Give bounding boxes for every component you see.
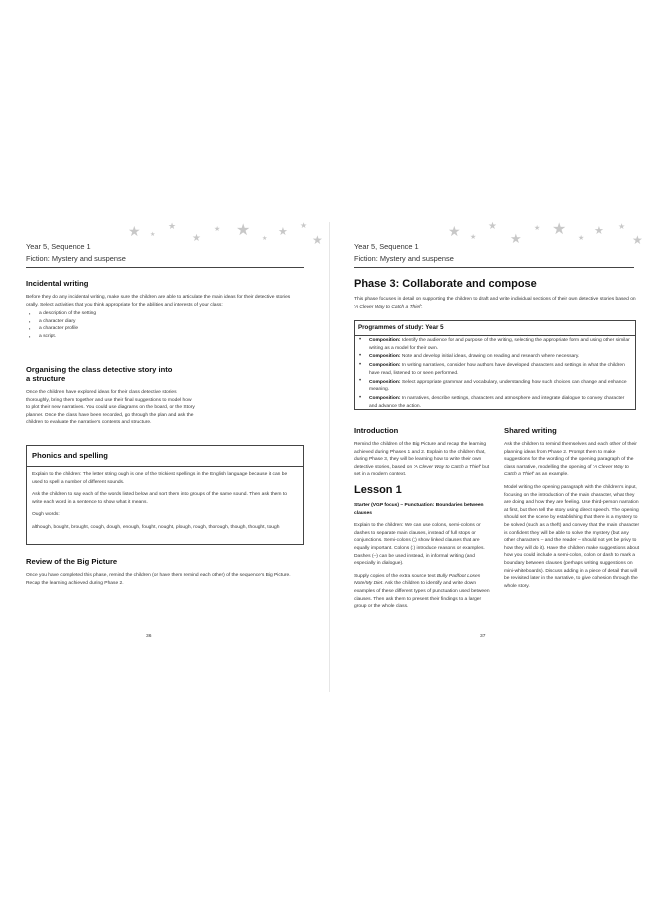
list-item: ▪ a character diary <box>26 318 298 326</box>
introduction-section <box>354 426 490 479</box>
shared-title: 'A Clever Way to Catch a Thief' <box>504 464 629 478</box>
header-year: Year 5, Sequence 1 <box>354 242 419 251</box>
star-icon: ★ <box>192 233 201 244</box>
item-text: Note and develop initial ideas, drawing on reading and research where necessary. <box>400 354 580 360</box>
item-text: Identify the audience for and purpose of the writing, selecting the appropriate form and using other similar writing as a model for their own. <box>369 338 630 351</box>
intro-text: but set in a modern context. <box>354 464 490 478</box>
star-icon: ★ <box>448 223 461 239</box>
phase-title: Phase 3: Collaborate and compose <box>354 278 537 290</box>
list-item: ▪ a character profile <box>26 325 298 333</box>
phase-intro-title: 'A Clever Way to Catch a Thief'. <box>354 304 423 310</box>
paragraph <box>354 296 636 311</box>
right-page <box>330 0 660 904</box>
page-number: 37 <box>480 634 486 639</box>
star-icon: ★ <box>278 226 288 238</box>
star-icon: ★ <box>300 221 308 230</box>
box-rule <box>354 335 636 336</box>
section-heading <box>26 365 298 383</box>
item-term: Composition: <box>369 379 401 385</box>
section-heading: Phonics and spelling <box>32 451 108 460</box>
paragraph: Once the children have explored ideas for their class detective stories thoroughly, bring them together and use their final suggestions to model how to plot their new narratives. You could use diagrams on the board, or the Story planner. Once the class have been recorded, go through the plan and ask the children to evaluate the narrative's contents and structure. <box>26 390 195 426</box>
heading-line: a structure <box>26 374 66 383</box>
item-term: Composition: <box>369 338 401 343</box>
star-icon: ★ <box>510 231 522 246</box>
star-icon: ★ <box>214 226 221 233</box>
star-icon: ★ <box>552 221 567 238</box>
programmes-list <box>358 337 630 411</box>
header-genre: Fiction: Mystery and suspense <box>26 254 126 263</box>
paragraph: Before they do any incidental writing, make sure the children are able to articulate the main ideas for their detective stories orally. Select activities that you think appropriate for the abilities and interests of your class: <box>26 295 291 308</box>
star-icon: ★ <box>312 233 323 247</box>
paragraph: Explain to the children: The letter string ough is one of the trickiest spellings in the English language because it can be used to spell a number of different sounds. <box>32 472 288 485</box>
item-term: Composition: <box>369 363 401 369</box>
programme-item <box>358 362 630 377</box>
star-icon: ★ <box>618 222 626 231</box>
programme-item <box>358 353 630 361</box>
paragraph <box>354 573 490 611</box>
section-heading: Review of the Big Picture <box>26 557 118 566</box>
heading-line: Organising the class detective story into <box>26 365 173 374</box>
star-icon: ★ <box>470 234 477 241</box>
intro-title: 'A Clever Way to Catch a Thief' <box>413 464 481 470</box>
lesson-text: Supply copies of the extra source text <box>354 573 436 579</box>
phase-section <box>354 278 636 311</box>
programme-item <box>358 395 630 410</box>
star-icon: ★ <box>262 236 268 242</box>
incidental-section <box>26 279 298 341</box>
box-rule <box>26 466 304 467</box>
paragraph <box>504 441 640 479</box>
page-number: 36 <box>146 634 152 639</box>
header-rule <box>26 267 304 268</box>
lesson-text: . Ask the children to identify and write down examples of these different types of punctuation used between clauses. Then ask them to present their findings to a larger group or the whole class. <box>354 581 490 610</box>
programme-item <box>358 379 630 394</box>
programmes-section <box>358 324 630 412</box>
lesson-title: Lesson 1 <box>354 484 402 496</box>
header-rule <box>354 267 634 268</box>
organising-section <box>26 365 298 427</box>
lesson-section <box>354 484 490 611</box>
item-term: Composition: <box>369 396 401 402</box>
header-year: Year 5, Sequence 1 <box>26 242 91 251</box>
header-genre: Fiction: Mystery and suspense <box>354 254 454 263</box>
paragraph: Model writing the opening paragraph with the children's input, focusing on the introduction of the main character, what they are doing and how they are feeling. Use third-person narration at first, but then tell the story using direct speech. The opening should set the scene by establishing that there is a mystery to be solved (such as a theft) and convey that the main character is confident they will be able to solve the mystery (but any other characters – and the reader – should not yet be privy to how they will do it). Have the children make suggestions about how you could include a semi-colon, colon or dash to mark a boundary between clauses (perhaps writing suggestions on mini-whiteboards). Discuss adding in a piece of detail that will be revisited later in the narrative, to give cohesion through the whole story. <box>504 484 640 589</box>
star-icon: ★ <box>150 232 156 238</box>
item-text: In writing narratives, consider how authors have developed characters and settings in what the children have read, listened to or seen performed. <box>369 363 625 376</box>
intro-text: Remind the children of the Big Picture and recap the learning achieved during Phases 1 and 2. Explain to the children that, during Phase 3, they will be learning how to write their own detective stories, based on <box>354 442 487 470</box>
star-icon: ★ <box>632 233 643 247</box>
box-heading: Programmes of study: Year 5 <box>358 324 444 331</box>
programme-item <box>358 337 630 352</box>
word-list: although, bought, brought, cough, dough, enough, fought, nought, plough, rough, thorough, though, thought, tough <box>32 524 280 530</box>
star-icon: ★ <box>128 223 141 239</box>
list-item: ▪ a description of the setting <box>26 310 298 318</box>
paragraph: Ask the children to say each of the words listed below and sort them into groups of the same sound. Then ask them to write each word in a sentence to show what it means. <box>32 492 287 505</box>
section-heading: Introduction <box>354 426 399 435</box>
item-text: Select appropriate grammar and vocabulary, understanding how such choices can change and enhance meaning. <box>369 379 627 393</box>
star-icon: ★ <box>236 222 251 239</box>
star-icon: ★ <box>594 225 604 237</box>
star-icon: ★ <box>488 221 497 232</box>
star-icon: ★ <box>168 221 177 231</box>
list-item: ▪ a script. <box>26 333 298 341</box>
shared-text: as an example. <box>535 472 569 478</box>
item-term: Composition: <box>369 354 401 360</box>
paragraph <box>354 441 490 479</box>
shared-writing-section <box>504 426 640 590</box>
phonics-section <box>32 451 296 532</box>
review-section <box>26 557 298 587</box>
paragraph: Explain to the children: We can use colons, semi-colons or dashes to separate main clauses, instead of full stops or conjunctions. Semi-colons (;) show linked clauses that are equally important. Colons (:) introduce reasons or examples. Dashes (–) can be used instead, in informal writing (and especially in dialogue). <box>354 523 485 567</box>
section-heading: Incidental writing <box>26 279 89 288</box>
phase-intro: This phase focuses in detail on supporting the children to draft and write individual sections of their own detective stories based on <box>354 297 636 302</box>
bullet-list <box>26 310 298 340</box>
star-icon: ★ <box>534 225 541 232</box>
source-text-title: Bully Padfoot Loses Note/My Diet <box>354 573 481 587</box>
shared-text: Ask the children to remind themselves and each other of their planning ideas from Phase 2. Prompt them to make suggestions for the wording of the opening paragraph of the class narrative, modelling the opening of <box>504 442 637 470</box>
starter-heading: Starter (VGP focus) – Punctuation: Boundaries between clauses <box>354 503 484 516</box>
words-label: Ough words: <box>32 512 60 518</box>
section-heading: Shared writing <box>504 426 557 435</box>
item-text: In narratives, describe settings, characters and atmosphere and integrate dialogue to convey character and advance the action. <box>369 396 625 409</box>
paragraph: Once you have completed this phase, remind the children (or have them remind each other) of the sequence's Big Picture. Recap the learning achieved during Phase 2. <box>26 573 291 586</box>
star-icon: ★ <box>578 235 585 242</box>
